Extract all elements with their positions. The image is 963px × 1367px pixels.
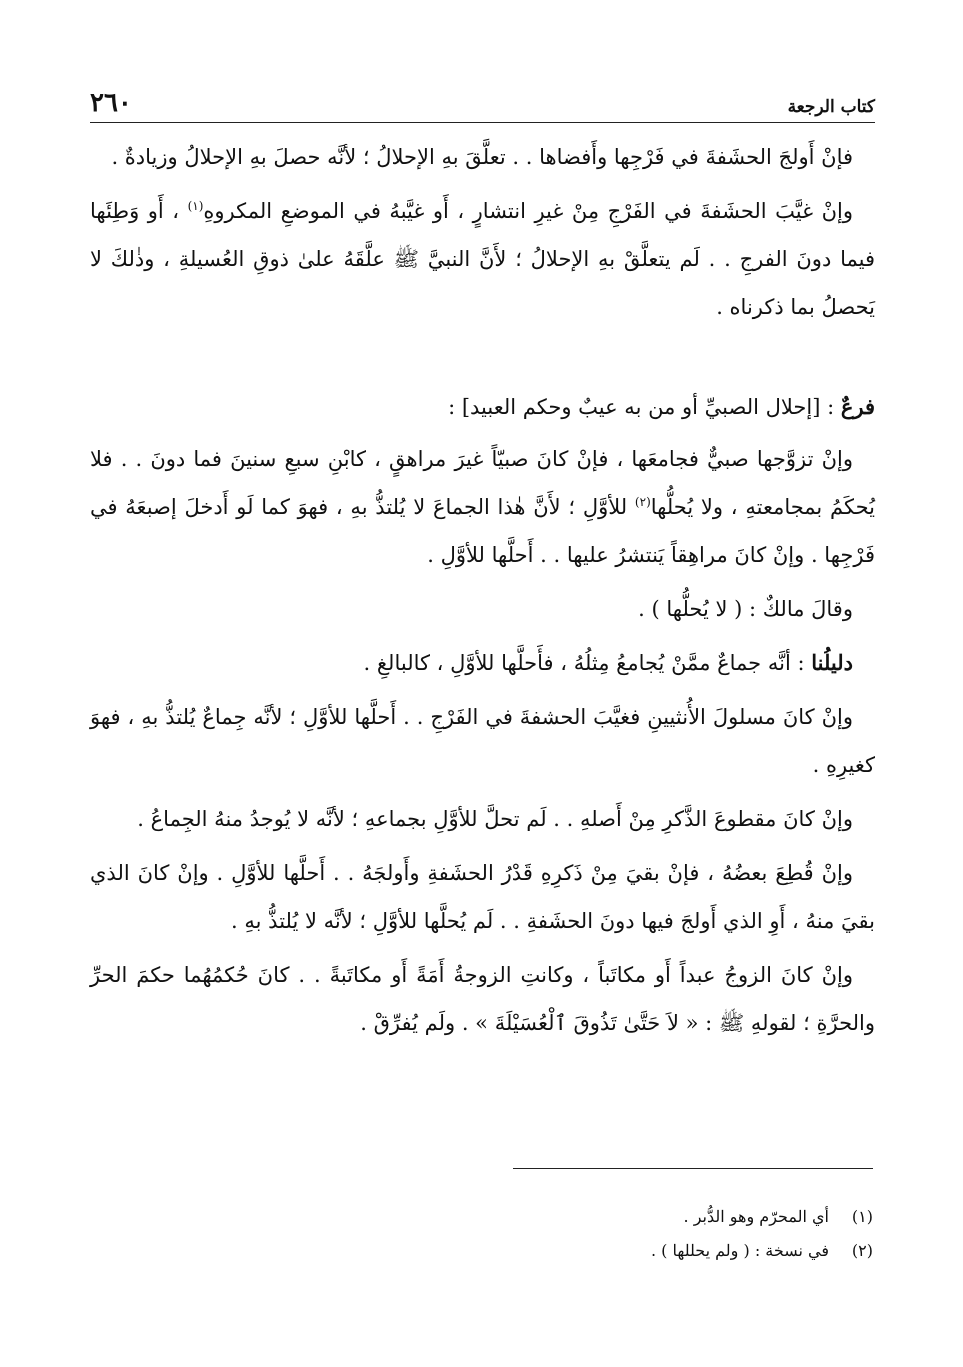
footnote-1-number: (١) xyxy=(851,1207,873,1226)
page-header xyxy=(90,80,875,123)
footnote-2-text: في نسخة : ( ولم يحللها ) . xyxy=(650,1241,829,1260)
page-body xyxy=(90,133,875,1047)
section-paragraph-1-text-a: وإنْ تزوَّجها صبيٌّ فجامعَها ، فإنْ كانَ صبيّاً غيرَ مراهقٍ ، كابْنِ سبعِ سنينَ فما دونَ . . فلا يُحكَمُ بمجامعتهِ ، ولا يُحلُّها xyxy=(90,447,875,519)
running-title: كتاب الرجعة xyxy=(787,97,875,117)
section-paragraph-1-text-b: للأوَّلِ ؛ لأَنَّ هٰذا الجماعَ لا يُلتذُّ بهِ ، فهوَ كما لَو أَدخلَ إصبعَهُ في فَرْجِها . وإنْ كانَ مراهِقاً يَنتشرُ عليها . . أَحلَّها للأوَّلِ . xyxy=(90,495,875,567)
section-title: : [إحلال الصبيِّ أو من به عيبٌ وحكم العبيد] : xyxy=(448,395,841,419)
section-paragraph-3 xyxy=(90,639,875,687)
section-heading xyxy=(90,383,875,431)
section-paragraph-7: وإنْ كانَ الزوجُ عبداً أَو مكاتَباً ، وكانتِ الزوجةُ أَمَةً أَو مكاتَبةً . . كانَ حُكمُهُما حكمَ الحرِّ والحرَّةِ ؛ لقولهِ ﷺ : « لاَ حَتَّىٰ تَذُوقَ ٱلْعُسَيْلَةَ » . ولَم يُفرِّقْ . xyxy=(90,963,875,1035)
paragraph-2-text-b: ، أَو وَطِئَها فيما دونَ الفرجِ . . لَم يتعلَّقْ بهِ الإحلالُ ؛ لأَنَّ النبيَّ ﷺ علَّقَهُ علىٰ ذوقِ العُسيلةِ ، وذٰلكَ لا يَحصلُ بما ذكرناه . xyxy=(90,199,875,319)
footnote-ref-1[interactable]: (١) xyxy=(187,199,204,213)
paragraph-2-text-a: وإنْ غيَّبَ الحشَفةَ في الفَرْجِ مِنْ غيرِ انتشارٍ ، أَو غيَّبهُ في الموضعِ المكروهِ xyxy=(203,199,853,223)
footnote-2 xyxy=(88,1234,873,1268)
section-paragraph-4: وإنْ كانَ مسلولَ الأُنثيينِ فغيَّبَ الحشفةَ في الفَرْجِ . . أَحلَّها للأوَّلِ ؛ لأنَّه جِماعٌ يُلتذُّ بهِ ، فهوَ كغيرِهِ . xyxy=(90,705,875,777)
section-paragraph-3-text: : أنَّه جماعٌ ممَّنْ يُجامعُ مِثلُهُ ، فأَحلَّها للأوَّلِ ، كالبالغِ . xyxy=(363,651,812,675)
footnote-1-text: أي المحرّم وهو الدُّبر . xyxy=(683,1207,829,1226)
evidence-lead: دليلُنا xyxy=(811,650,853,675)
section-label: فرعٌ xyxy=(840,394,875,419)
footnotes xyxy=(88,1200,873,1268)
footnote-2-number: (٢) xyxy=(851,1241,873,1260)
section-gap xyxy=(90,337,875,383)
section-paragraph-5: وإنْ كانَ مقطوعَ الذَّكرِ مِنْ أَصلهِ . . لَم تحلَّ للأوَّلِ بجماعهِ ؛ لأنَّه لا يُوجدُ منهُ الجِماعُ . xyxy=(137,807,853,831)
section-paragraph-6: وإنْ قُطِعَ بعضُهُ ، فإنْ بقيَ مِنْ ذَكرِهِ قَدْرُ الحشَفةِ وأَولجَهُ . . أَحلَّها للأوَّلِ . وإنْ كانَ الذي بقيَ منهُ ، أَوِ الذي أَولجَ فيها دونَ الحشَفةِ . . لَم يُحلَّها للأوَّلِ ؛ لأنَّه لا يُلتذُّ بهِ . xyxy=(90,861,875,933)
paragraph-2 xyxy=(90,187,875,331)
footnote-1 xyxy=(88,1200,873,1234)
section-paragraph-1 xyxy=(90,435,875,579)
page xyxy=(90,80,875,1053)
paragraph-1: فإنْ أَولجَ الحشَفةَ في فَرْجِها وأَفضاها . . تعلَّقَ بهِ الإحلالُ ؛ لأنَّه حصلَ بهِ الإحلالُ وزيادةٌ . xyxy=(111,145,853,169)
page-number: ٢٦٠ xyxy=(90,88,132,118)
footnote-ref-2[interactable]: (٢) xyxy=(634,495,651,509)
section-paragraph-2: وقالَ مالكٌ : ( لا يُحلُّها ) . xyxy=(638,597,853,621)
footnote-divider xyxy=(513,1168,873,1169)
